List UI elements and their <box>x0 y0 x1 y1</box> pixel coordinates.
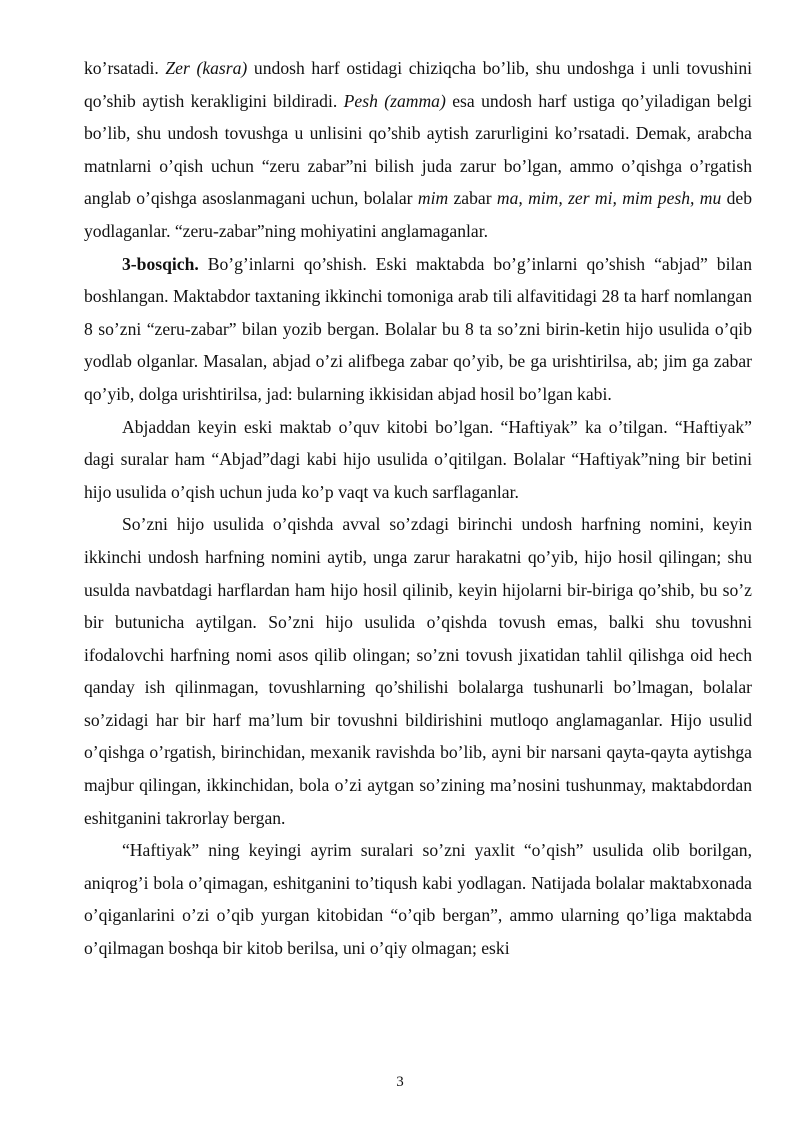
text-run: deb yodlaganlar. “zeru-zabar”ning mohiyatini anglamaganlar. <box>84 188 752 241</box>
text-run: ko’rsatadi. <box>84 58 166 78</box>
paragraph-3 <box>84 411 752 509</box>
text-run: Abjaddan keyin eski maktab o’quv kitobi bo’lgan. “Haftiyak” ka o’tilgan. “Haftiyak” dagi suralar ham “Abjad”dagi kabi hijo usulida o’qitilgan. Bolalar “Haftiyak”ning bir betini hijo usulida o’qish uchun juda ko’p vaqt va kuch sarflaganlar. <box>84 416 752 502</box>
term-mim: mim <box>417 188 449 209</box>
text-run: So’zni hijo usulida o’qishda avval so’zdagi birinchi undosh harfning nomini, keyin ikkinchi undosh harfning nomini aytib, unga zarur harakatni qo’yib, hijo hosil qilingan; shu usulda navbatdagi harflardan ham hijo hosil qilinib, keyin hijolarni bir-biriga qo’shib, bu so’z bir butunicha aytilgan. So’zni hijo usulida o’qishda tovush emas, balki shu tovushni ifodalovchi harfning nomi asos qilib olingan; so’zni tovush jixatidan tahlil qilishga oid hech qanday ish qilinmagan, tovushlarning qo’shilishi bolalarga tushunarli bo’lmagan, bolalar so’zidagi har bir harf ma’lum bir tovushni bildirishini mutloqo anglamaganlar. Hijo usulid o’qishga o’rgatish, birinchidan, mexanik ravishda bo’lib, ayni bir narsani qayta-qayta aytishga majbur qilingan, ikkinchidan, bola o’zi aytgan so’zining ma’nosini tushunmay, maktabdordan eshitganini takrorlay bergan. <box>84 514 752 828</box>
stage-heading: 3-bosqich. <box>122 253 199 274</box>
text-run: “Haftiyak” ning keyingi ayrim suralari so’zni yaxlit “o’qish” usulida olib borilgan, aniqrog’i bola o’qimagan, eshitganini to’tiqush kabi yodlagan. Natijada bolalar maktabxonada o’qiganlarini o’zi o’qib yurgan kitobidan “o’qib bergan”, ammo ularning qo’liga maktabda o’qilmagan boshqa bir kitob berilsa, uni o’qiy olmagan; eski <box>84 840 752 959</box>
document-page <box>84 52 752 965</box>
text-run: Bo’g’inlarni qo’shish. Eski maktabda bo’g’inlarni qo’shish “abjad” bilan boshlangan. Maktabdor taxtaning ikkinchi tomoniga arab tili alfavitidagi 28 ta harf nomlangan 8 so’zni “zeru-zabar” bilan yozib bergan. Bolalar bu 8 ta so’zni birin-ketin hijo usulida o’qib yodlab olganlar. Masalan, abjad o’zi alifbega zabar qo’yib, be ga urishtirilsa, ab; jim ga zabar qo’yib, dolga urishtirilsa, jad: bularning ikkisidan abjad hosil bo’lgan kabi. <box>84 253 752 404</box>
text-run: zabar <box>448 188 497 209</box>
paragraph-2 <box>84 248 752 411</box>
paragraph-4 <box>84 508 752 834</box>
text-run: esa undosh harf ustiga qo’yiladigan belgi bo’lib, shu undosh tovushga u unlisini qo’shib aytish zarurligini ko’rsatadi. Demak, arabcha matnlarni o’qish uchun “zeru zabar”ni bilish juda zarur bo’lgan, ammo o’qishga o’rgatish anglab o’qishga asoslanmagani uchun, bolalar <box>84 90 752 209</box>
term-zer-kasra: Zer (kasra) <box>165 58 248 78</box>
text-run: undosh harf ostidagi chiziqcha bo’lib, shu undoshga i unli tovushini qo’shib aytish kerakligini bildiradi. <box>84 58 753 111</box>
paragraph-1 <box>84 52 752 248</box>
example-syllables: ma, mim, zer mi, mim pesh, mu <box>496 188 722 209</box>
paragraph-5 <box>84 834 752 964</box>
page-number: 3 <box>396 1074 404 1090</box>
term-pesh-zamma: Pesh (zamma) <box>343 90 446 111</box>
